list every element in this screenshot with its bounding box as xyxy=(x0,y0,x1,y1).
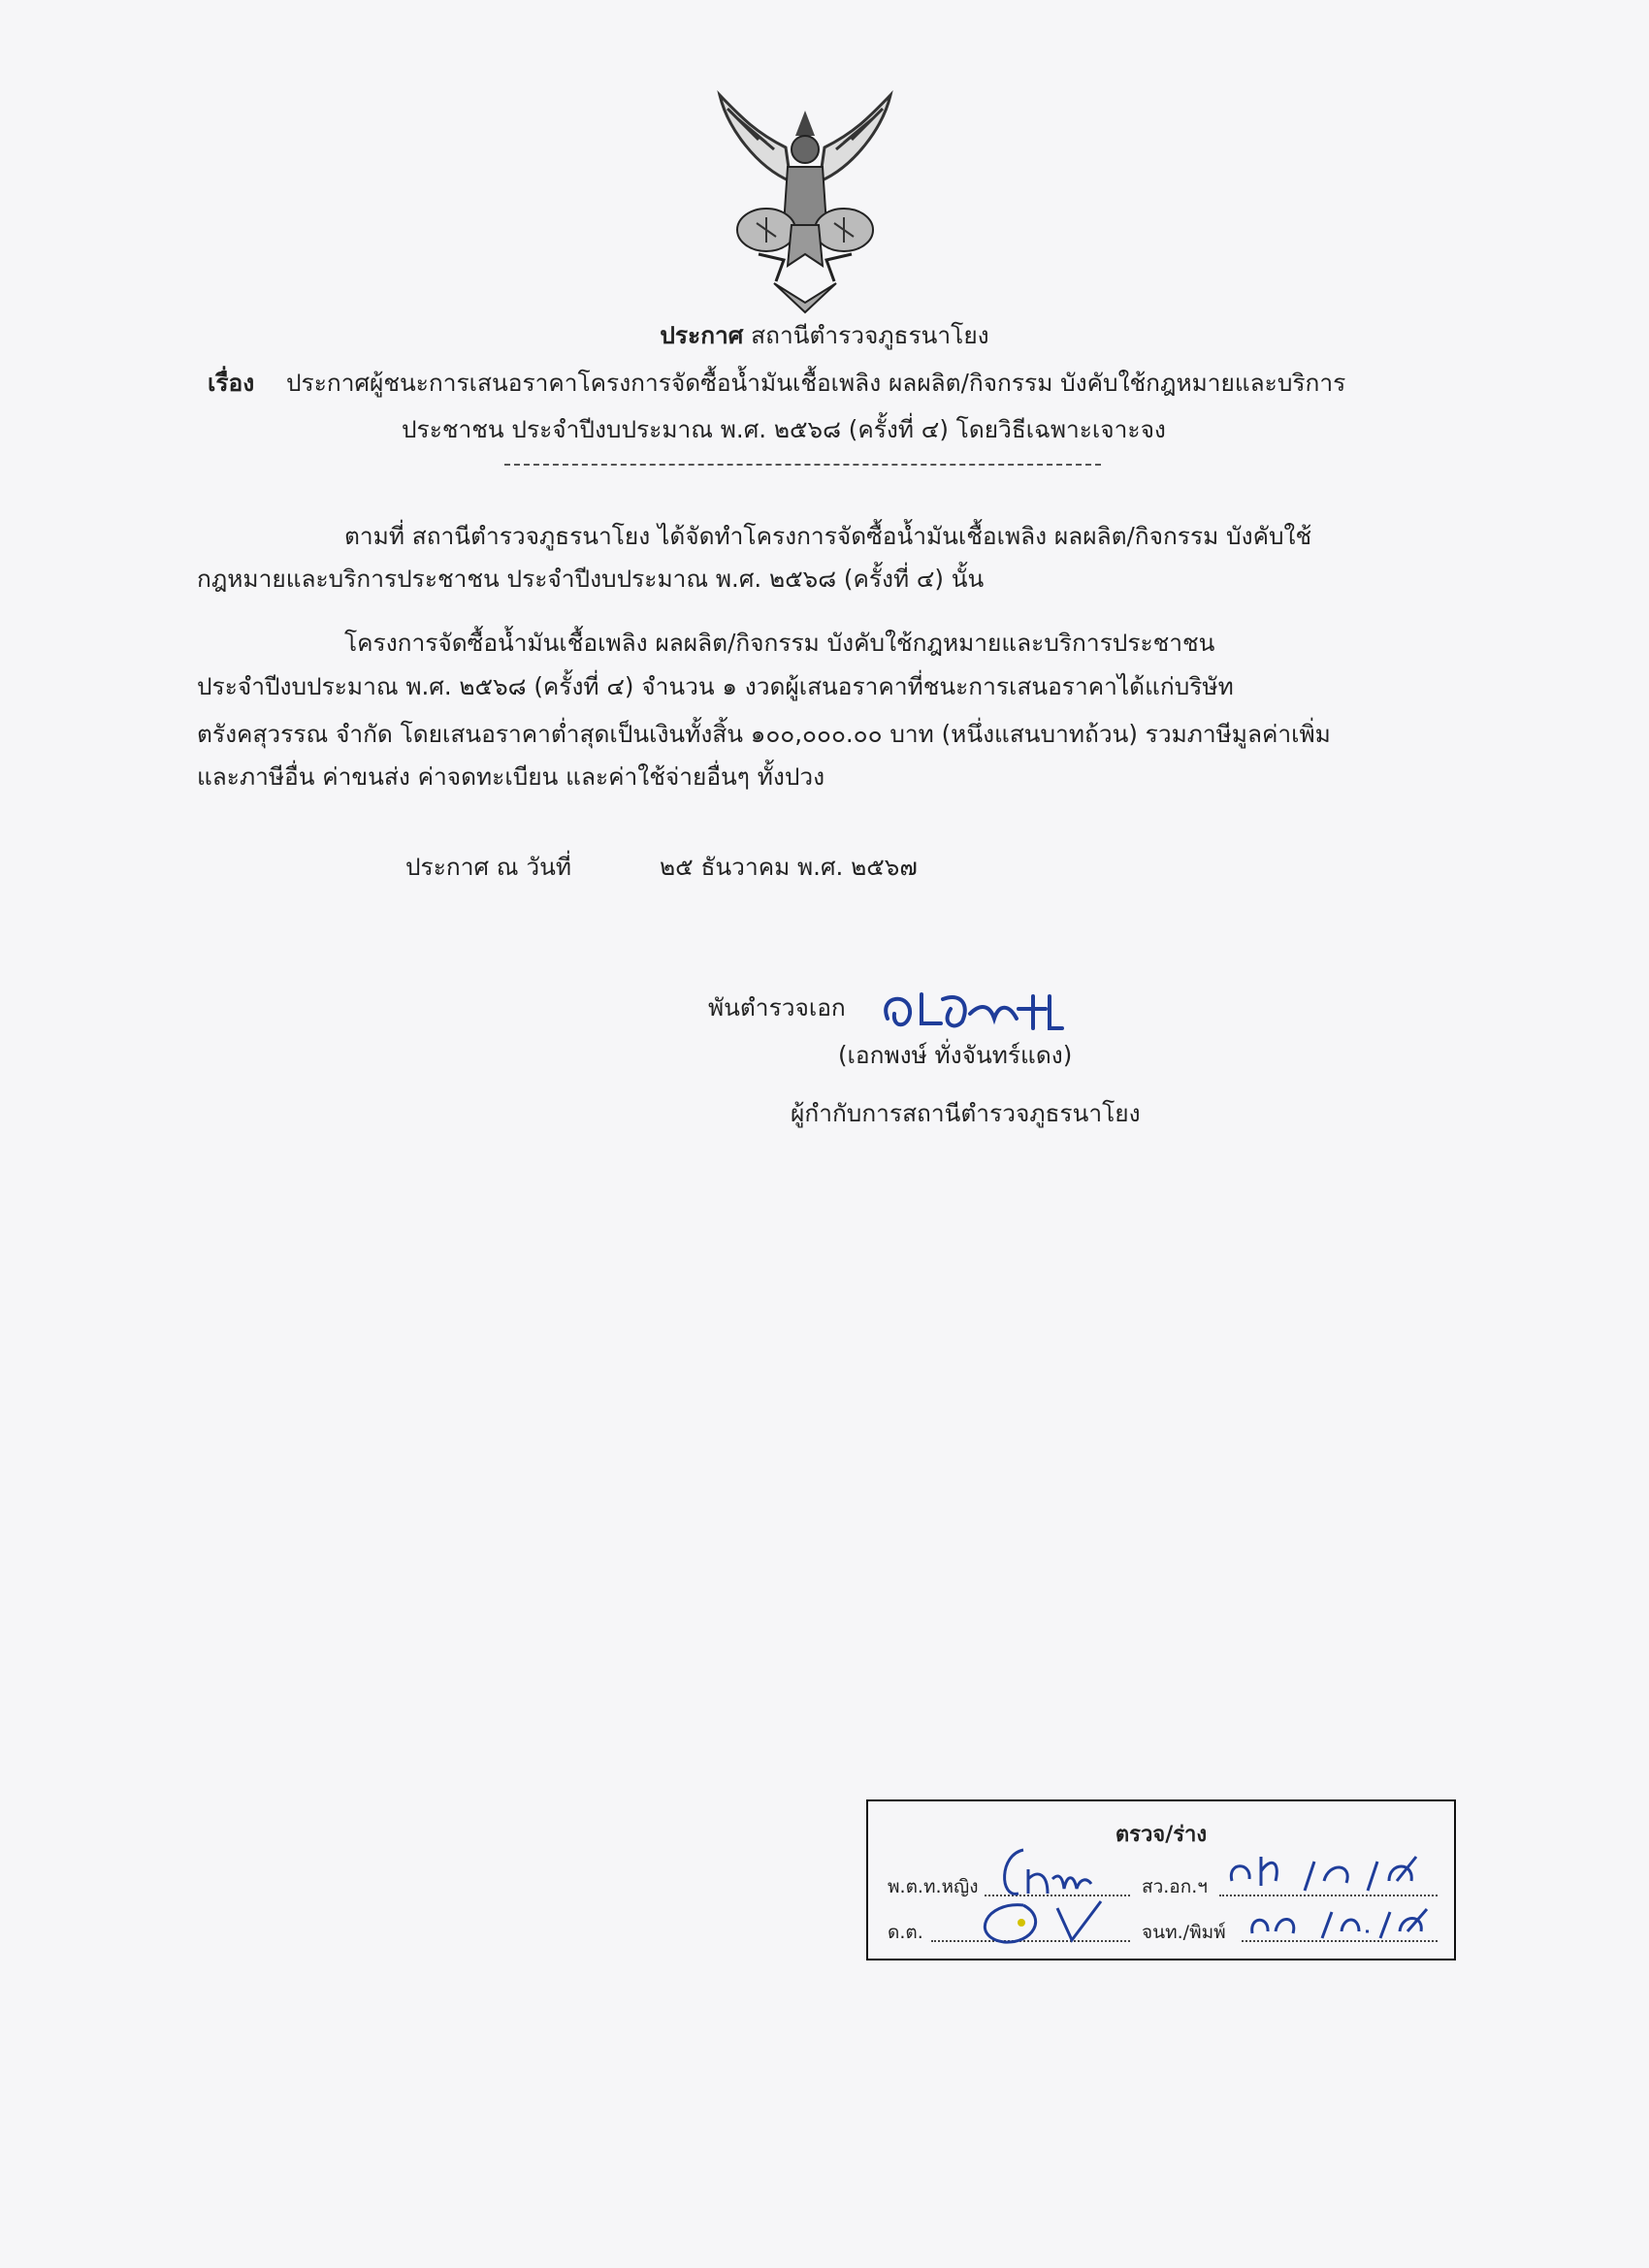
paragraph-2-line-4: และภาษีอื่น ค่าขนส่ง ค่าจดทะเบียน และค่าใช้จ่ายอื่นๆ ทั้งปวง xyxy=(197,762,825,791)
handwritten-signature xyxy=(873,975,1067,1043)
subject-line-2: ประชาชน ประจำปีงบประมาณ พ.ศ. ๒๕๖๘ (ครั้งที่ ๔) โดยวิธีเฉพาะเจาะจง xyxy=(402,415,1166,443)
date-value: ๒๕ ธันวาคม พ.ศ. ๒๕๖๗ xyxy=(660,853,918,881)
review-stamp-box xyxy=(866,1799,1456,1960)
date-label: ประกาศ ณ วันที่ xyxy=(405,853,571,881)
signer-name: (เอกพงษ์ ทั่งจันทร์แดง) xyxy=(838,1041,1073,1069)
garuda-emblem-icon xyxy=(698,89,912,318)
paragraph-1-line-2: กฎหมายและบริการประชาชน ประจำปีงบประมาณ พ.ศ. ๒๕๖๘ (ครั้งที่ ๔) นั้น xyxy=(197,565,985,593)
announcement-label: ประกาศ xyxy=(660,321,744,349)
drafter-2-date xyxy=(1245,1895,1439,1943)
signer-position: ผู้กำกับการสถานีตำรวจภูธรนาโยง xyxy=(791,1099,1141,1127)
subject-line-1: ประกาศผู้ชนะการเสนอราคาโครงการจัดซื้อน้ำมันเชื้อเพลิง ผลผลิต/กิจกรรม บังคับใช้กฎหมายและบริการ xyxy=(286,369,1346,397)
paragraph-2-line-1: โครงการจัดซื้อน้ำมันเชื้อเพลิง ผลผลิต/กิจกรรม บังคับใช้กฎหมายและบริการประชาชน xyxy=(344,629,1215,657)
paragraph-2-line-3: ตรังคสุวรรณ จำกัด โดยเสนอราคาต่ำสุดเป็นเงินทั้งสิ้น ๑๐๐,๐๐๐.๐๐ บาท (หนึ่งแสนบาทถ้วน) รวมภาษีมูลค่าเพิ่ม xyxy=(197,720,1331,748)
paragraph-2-line-2: ประจำปีงบประมาณ พ.ศ. ๒๕๖๘ (ครั้งที่ ๔) จำนวน ๑ งวดผู้เสนอราคาที่ชนะการเสนอราคาได้แก่บริษัท xyxy=(197,672,1234,700)
reviewer-2-date xyxy=(1222,1842,1436,1895)
paragraph-1-line-1: ตามที่ สถานีตำรวจภูธรนาโยง ได้จัดทำโครงการจัดซื้อน้ำมันเชื้อเพลิง ผลผลิต/กิจกรรม บังคับใช้ xyxy=(344,522,1312,550)
reviewer-2-rank: สว.อก.ฯ xyxy=(1142,1876,1208,1897)
review-box-title: ตรวจ/ร่าง xyxy=(1115,1823,1208,1847)
drafter-1-rank: ด.ต. xyxy=(888,1922,923,1943)
divider xyxy=(504,464,1101,466)
office-name: สถานีตำรวจภูธรนาโยง xyxy=(751,321,989,349)
drafter-1-initials xyxy=(965,1894,1111,1952)
announcement-heading xyxy=(0,319,1649,352)
reviewer-1-rank: พ.ต.ท.หญิง xyxy=(888,1876,979,1897)
signer-rank: พันตำรวจเอก xyxy=(708,993,846,1021)
drafter-2-rank: จนท./พิมพ์ xyxy=(1142,1922,1226,1943)
subject-label: เรื่อง xyxy=(208,369,255,397)
